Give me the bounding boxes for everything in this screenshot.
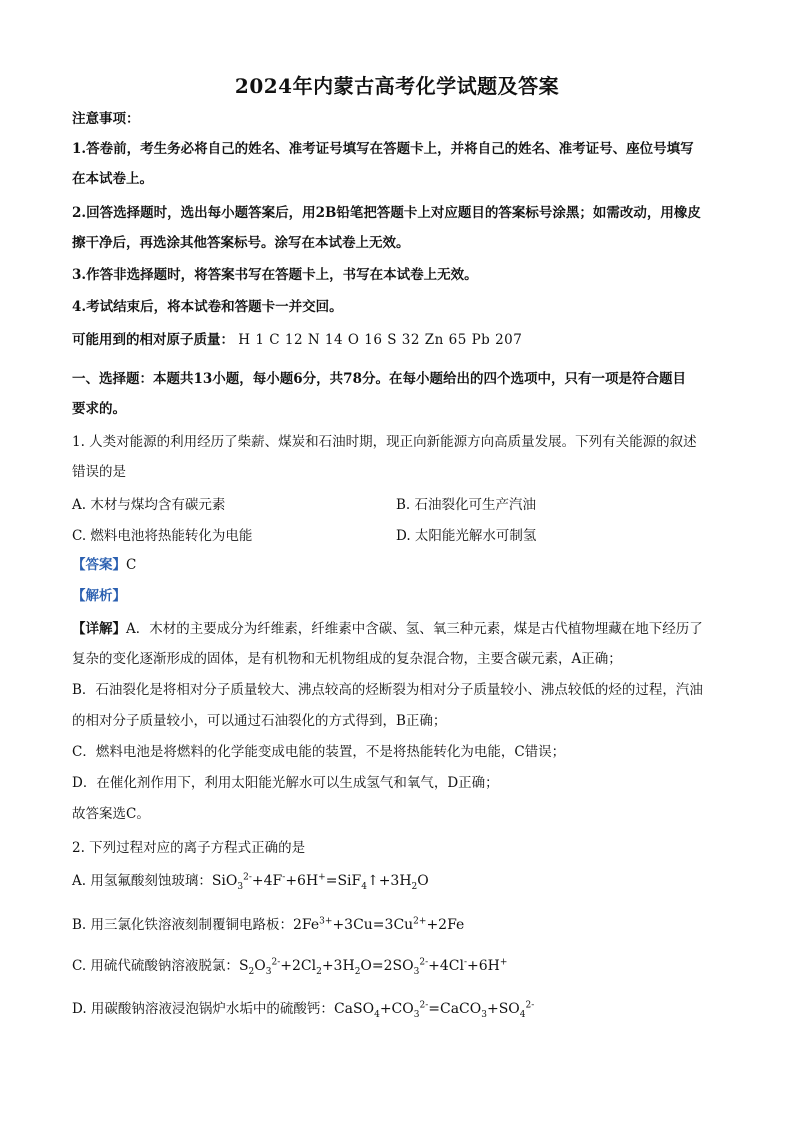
q2-option-b-equation: $2Fe^{3+}+3Cu=3Cu^{2+}+2Fe$ bbox=[293, 916, 465, 933]
q1-option-c: C. 燃料电池将热能转化为电能 bbox=[72, 528, 253, 544]
q2-option-b-text: B. 用三氯化铁溶液刻制覆铜电路板： bbox=[72, 917, 294, 933]
notice-line: 2.回答选择题时，选出每小题答案后，用2B铅笔把答题卡上对应题目的答案标号涂黑；如需改动，用橡皮 bbox=[72, 205, 701, 221]
q2-option-d-equation: $CaSO_4+CO_3^{2-}=CaCO_3+SO_4^{2-}$ bbox=[333, 1000, 535, 1020]
q2-option-d-text: D. 用碳酸钠溶液浸泡锅炉水垢中的硫酸钙： bbox=[72, 1001, 334, 1017]
q2-option-d bbox=[72, 1000, 534, 1018]
notice-line: 擦干净后，再选涂其他答案标号。涂写在本试卷上无效。 bbox=[72, 235, 410, 251]
q1-detail-line: 复杂的变化逐渐形成的固体，是有机物和无机物组成的复杂混合物，主要含碳元素，A正确； bbox=[72, 651, 622, 667]
section-heading: 一、选择题：本题共13小题，每小题6分，共78分。在每小题给出的四个选项中，只有一项是符合题目 bbox=[72, 371, 686, 387]
q1-detail-text: A．木材的主要成分为纤维素，纤维素中含碳、氢、氧三种元素，煤是古代植物埋藏在地下经历了 bbox=[126, 621, 703, 637]
q1-detail-line: 的相对分子质量较小，可以通过石油裂化的方式得到，B正确； bbox=[72, 713, 447, 729]
q2-option-c bbox=[72, 957, 507, 975]
q1-answer-row bbox=[72, 556, 136, 574]
section-heading-cont: 要求的。 bbox=[72, 401, 126, 417]
notice-line: 在本试卷上。 bbox=[72, 171, 153, 187]
q2-option-a-equation: $SiO_3^{2-}+4F^-+6H^+=SiF_4↑+3H_2O$ bbox=[211, 872, 429, 892]
q1-option-d: D. 太阳能光解水可制氢 bbox=[396, 528, 537, 544]
q2-stem: 2. 下列过程对应的离子方程式正确的是 bbox=[72, 840, 306, 856]
notice-heading: 注意事项： bbox=[72, 111, 140, 127]
q1-detail-line: B．石油裂化是将相对分子质量较大、沸点较高的烃断裂为相对分子质量较小、沸点较低的烃的过程，汽油 bbox=[72, 682, 703, 698]
q2-option-c-equation: $S_2O_3^{2-}+2Cl_2+3H_2O=2SO_3^{2-}+4Cl^-+6H^+$ bbox=[238, 957, 508, 977]
q1-conclusion: 故答案选C。 bbox=[72, 806, 150, 822]
atomic-masses-values: H 1 C 12 N 14 O 16 S 32 Zn 65 Pb 207 bbox=[238, 332, 523, 348]
q1-answer: C bbox=[126, 557, 137, 573]
notice-line: 4.考试结束后，将本试卷和答题卡一并交回。 bbox=[72, 299, 343, 315]
q1-stem-cont: 错误的是 bbox=[72, 464, 126, 480]
q2-option-a-text: A. 用氢氟酸刻蚀玻璃： bbox=[72, 873, 212, 889]
q1-option-a: A. 木材与煤均含有碳元素 bbox=[72, 497, 226, 513]
notice-line: 3.作答非选择题时，将答案书写在答题卡上，书写在本试卷上无效。 bbox=[72, 267, 478, 283]
q1-analysis-row bbox=[72, 587, 126, 605]
q2-option-b bbox=[72, 916, 464, 934]
q1-detail-line: D．在催化剂作用下，利用太阳能光解水可以生成氢气和氧气，D正确； bbox=[72, 775, 499, 791]
detail-tag: 【详解】 bbox=[72, 621, 126, 637]
q1-detail-line bbox=[72, 620, 703, 638]
atomic-masses-row bbox=[72, 331, 522, 349]
atomic-masses-label: 可能用到的相对原子质量： bbox=[72, 332, 234, 348]
q1-detail-line: C．燃料电池是将燃料的化学能变成电能的装置，不是将热能转化为电能，C错误； bbox=[72, 744, 566, 760]
notice-line: 1.答卷前，考生务必将自己的姓名、准考证号填写在答题卡上，并将自己的姓名、准考证号、座位号填写 bbox=[72, 141, 694, 157]
analysis-tag: 【解析】 bbox=[72, 588, 126, 604]
q1-option-b: B. 石油裂化可生产汽油 bbox=[396, 497, 537, 513]
q2-option-c-text: C. 用硫代硫酸钠溶液脱氯： bbox=[72, 958, 239, 974]
q2-option-a bbox=[72, 872, 429, 890]
answer-tag: 【答案】 bbox=[72, 557, 126, 573]
page-title: 2024年内蒙古高考化学试题及答案 bbox=[234, 74, 560, 98]
q1-stem: 1. 人类对能源的利用经历了柴薪、煤炭和石油时期，现正向新能源方向高质量发展。下列有关能源的叙述 bbox=[72, 434, 697, 450]
